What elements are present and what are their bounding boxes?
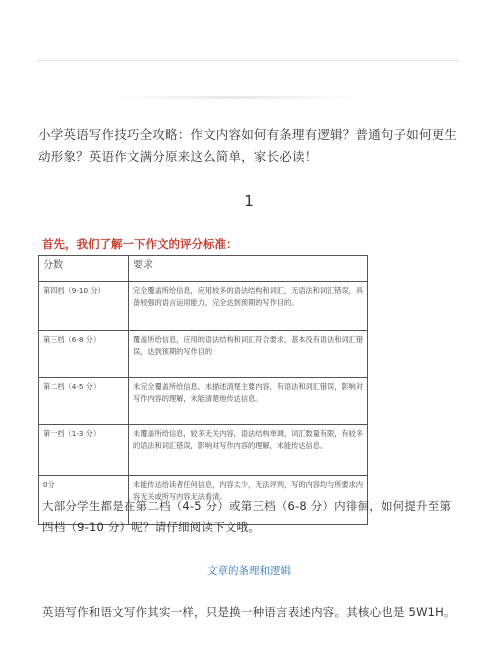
- table-header-row: [39, 256, 368, 282]
- table-header-score: 分数: [39, 256, 129, 282]
- table-header-requirement: 要求: [129, 256, 368, 282]
- grade-cell: 第四档（9-10 分）: [39, 282, 129, 331]
- requirement-cell: 未能传达给读者任何信息，内容太少，无法评判，写的内容均与所要求内容无关或所写内容无法看清。: [129, 476, 368, 525]
- body-paragraph: 大部分学生都是在第二档（4-5 分）或第三档（6-8 分）内徘徊，如何提升至第四档（9-10 分）呢？请仔细阅读下文哦。: [42, 499, 452, 534]
- scoring-intro-heading: 首先，我们了解一下作文的评分标准：: [42, 237, 238, 251]
- requirement-cell: 覆盖所给信息，应用的语法结构和词汇符合要求，基本没有语法和词汇错误，达到预期的写作目的: [129, 331, 368, 378]
- grade-cell: 第二档（4-5 分）: [39, 378, 129, 425]
- article-headline: 小学英语写作技巧全攻略：作文内容如何有条理有逻辑？普通句子如何更生动形象？英语作文满分原来这么简单，家长必读！: [38, 127, 458, 164]
- table-row: [39, 282, 368, 331]
- body-paragraph: 英语写作和语文写作其实一样，只是换一种语言表述内容。其核心也是 5W1H。: [42, 605, 456, 619]
- decorative-divider: [110, 96, 360, 99]
- table-row: [39, 331, 368, 378]
- requirement-cell: 未完全覆盖所给信息，未描述清楚主要内容，有语法和词汇错误，影响对写作内容的理解，未能清楚地传达信息。: [129, 378, 368, 425]
- table-row: [39, 425, 368, 476]
- grade-cell: 第三档（6-8 分）: [39, 331, 129, 378]
- grade-cell: 0分: [39, 476, 129, 525]
- requirement-cell: 未覆盖所给信息，较多无关内容，语法结构单调，词汇数量有限，有较多的语法和词汇错误，影响对写作内容的理解，未能传达信息。: [129, 425, 368, 476]
- top-divider: [36, 60, 460, 61]
- section-number: 1: [244, 192, 254, 210]
- table-row: [39, 378, 368, 425]
- scoring-criteria-table: [38, 255, 368, 525]
- requirement-cell: 完全覆盖所给信息，应用较多的语法结构和词汇，无语法和词汇错误，具备较强的语言运用能力，完全达到预期的写作目的。: [129, 282, 368, 331]
- grade-cell: 第一档（1-3 分）: [39, 425, 129, 476]
- section-subheading: 文章的条理和逻辑: [207, 565, 291, 577]
